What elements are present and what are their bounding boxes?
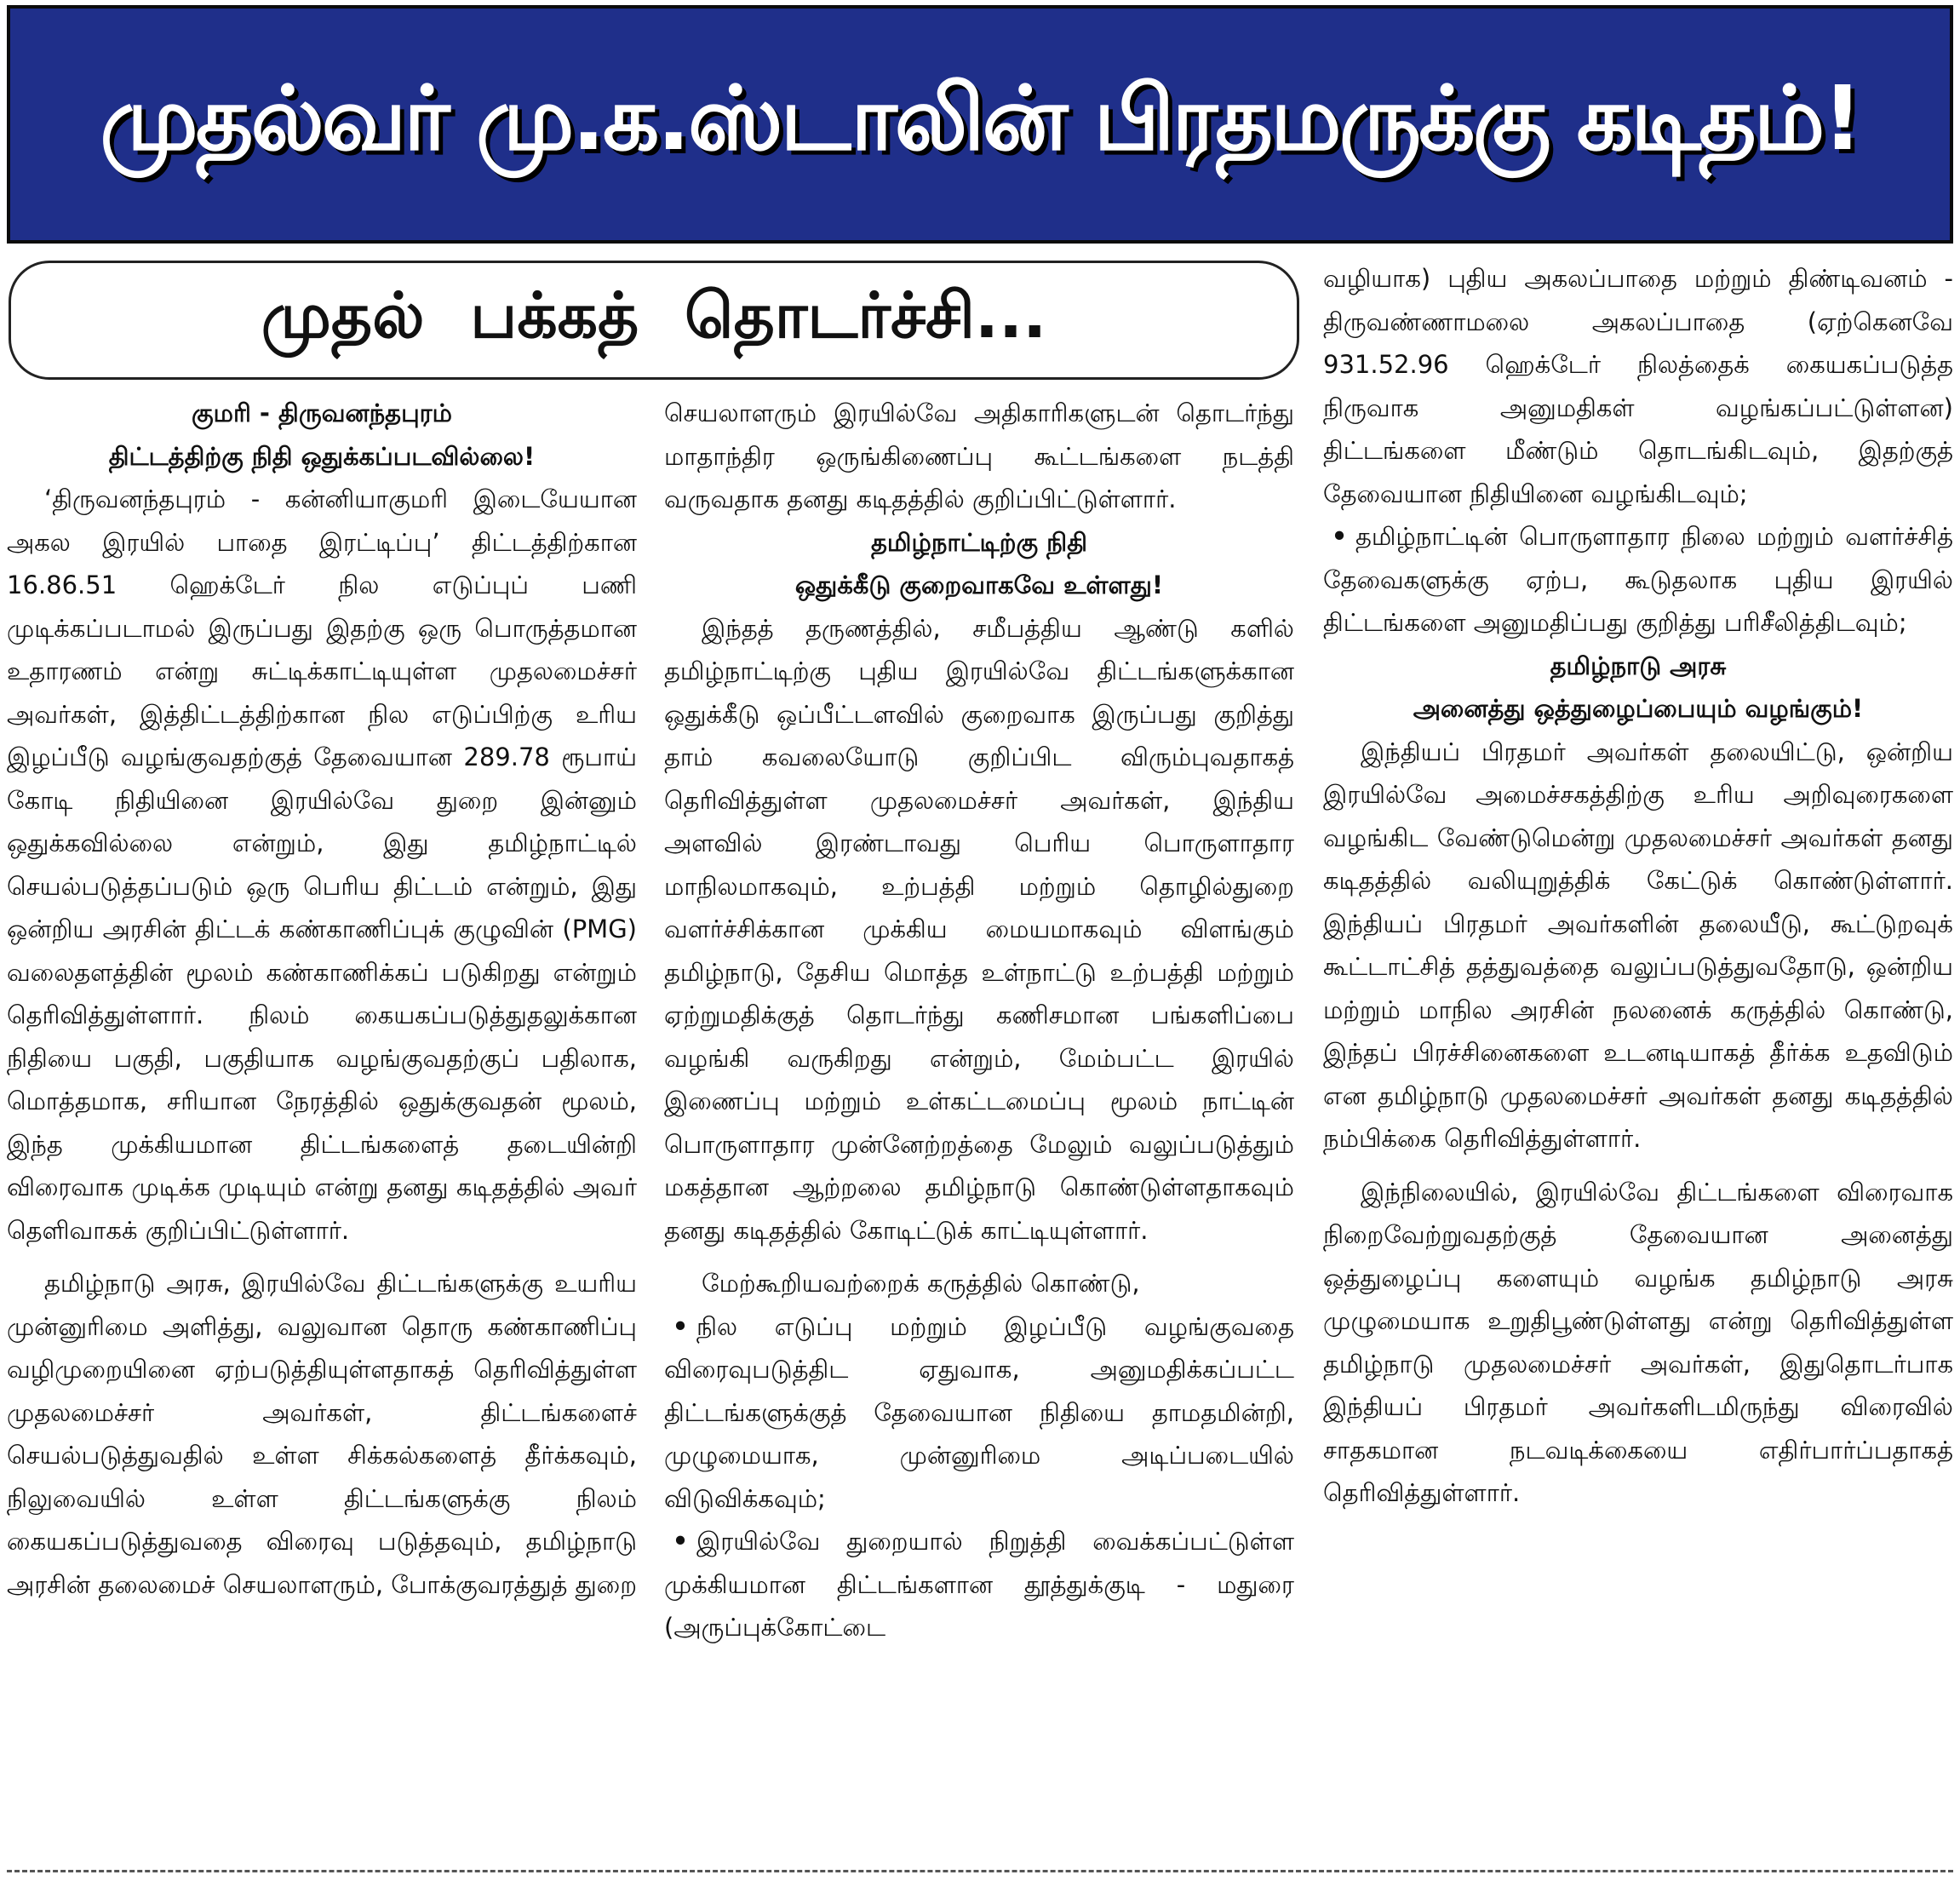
headline-banner (7, 5, 1953, 244)
article-column-1 (7, 392, 637, 1858)
continuation-label: முதல் பக்கத் தொடர்ச்சி... (261, 279, 1047, 353)
paragraph: வழியாக) புதிய அகலப்பாதை மற்றும் திண்டிவனம் - திருவண்ணாமலை அகலப்பாதை (ஏற்கெனவே 931.52.96 ஹெக்டேர் நிலத்தைக் கையகப்படுத்த நிருவாக அனுமதிகள் வழங்கப்பட்டுள்ளன) திட்டங்களை மீண்டும் தொடங்கிடவும், இதற்குத் தேவையான நிதியினை வழங்கிடவும்; (1323, 264, 1953, 508)
continuation-box (9, 261, 1299, 380)
bullet-item: • இரயில்வே துறையால் நிறுத்தி வைக்கப்பட்டுள்ள முக்கியமான திட்டங்களான தூத்துக்குடி - மதுரை (அருப்புக்கோட்டை (664, 1520, 1294, 1649)
subheading-line: ஒதுக்கீடு குறைவாகவே உள்ளது! (794, 570, 1164, 599)
bullet-icon: • (672, 1527, 689, 1556)
paragraph: செயலாளரும் இரயில்வே அதிகாரிகளுடன் தொடர்ந்து மாதாந்திர ஒருங்கிணைப்பு கூட்டங்களை நடத்தி வருவதாக தனது கடிதத்தில் குறிப்பிட்டுள்ளார். (664, 398, 1294, 513)
bottom-divider (7, 1870, 1953, 1872)
bullet-item: • தமிழ்நாட்டின் பொருளாதார நிலை மற்றும் வளர்ச்சித் தேவைகளுக்கு ஏற்ப, கூடுதலாக புதிய இரயில் திட்டங்களை அனுமதிப்பது குறித்து பரிசீலித்திடவும்; (1323, 515, 1953, 645)
paragraph: ‘திருவனந்தபுரம் - கன்னியாகுமரி இடையேயான அகல இரயில் பாதை இரட்டிப்பு’ திட்டத்திற்கான 16.86.51 ஹெக்டேர் நில எடுப்புப் பணி முடிக்கப்படாமல் இருப்பது இதற்கு ஒரு பொருத்தமான உதாரணம் என்று சுட்டிக்காட்டியுள்ள முதலமைச்சர் அவர்கள், இத்திட்டத்திற்கான நில எடுப்பிற்கு உரிய இழப்பீடு வழங்குவதற்குத் தேவையான 289.78 ரூபாய் கோடி நிதியினை இரயில்வே துறை இன்னும் ஒதுக்கவில்லை என்றும், இது தமிழ்நாட்டில் செயல்படுத்தப்படும் ஒரு பெரிய திட்டம் என்றும், இது ஒன்றிய அரசின் திட்டக் கண்காணிப்புக் குழுவின் (PMG) வலைதளத்தின் மூலம் கண்காணிக்கப் படுகிறது என்றும் தெரிவித்துள்ளார். நிலம் கையகப்படுத்துதலுக்கான நிதியை பகுதி, பகுதியாக வழங்குவதற்குப் பதிலாக, மொத்தமாக, சரியான நேரத்தில் ஒதுக்குவதன் மூலம், இந்த முக்கியமான திட்டங்களைத் தடையின்றி விரைவாக முடிக்க முடியும் என்று தனது கடிதத்தில் அவர் தெளிவாகக் குறிப்பிட்டுள்ளார். (7, 484, 637, 1245)
headline: முதல்வர் மு.க.ஸ்டாலின் பிரதமருக்கு கடிதம்! (100, 66, 1860, 170)
paragraph: மேற்கூறியவற்றைக் கருத்தில் கொண்டு, (702, 1269, 1140, 1298)
subheading-line: அனைத்து ஒத்துழைப்பையும் வழங்கும்! (1413, 694, 1864, 723)
paragraph: தமிழ்நாடு அரசு, இரயில்வே திட்டங்களுக்கு உயரிய முன்னுரிமை அளித்து, வலுவான தொரு கண்காணிப்பு வழிமுறையினை ஏற்படுத்தியுள்ளதாகத் தெரிவித்துள்ள முதலமைச்சர் அவர்கள், திட்டங்களைச் செயல்படுத்துவதில் உள்ள சிக்கல்களைத் தீர்க்கவும், நிலுவையில் உள்ள திட்டங்களுக்கு நிலம் கையகப்படுத்துவதை விரைவு படுத்தவும், தமிழ்நாடு அரசின் தலைமைச் செயலாளரும், போக்குவரத்துத் துறை (7, 1269, 637, 1599)
article-column-3 (1323, 257, 1953, 1858)
subheading-line: திட்டத்திற்கு நிதி ஒதுக்கப்படவில்லை! (108, 441, 536, 471)
article-column-2 (664, 392, 1294, 1858)
paragraph: இந்தியப் பிரதமர் அவர்கள் தலையிட்டு, ஒன்றிய இரயில்வே அமைச்சகத்திற்கு உரிய அறிவுரைகளை வழங்கிட வேண்டுமென்று முதலமைச்சர் அவர்கள் தனது கடிதத்தில் வலியுறுத்திக் கேட்டுக் கொண்டுள்ளார். இந்தியப் பிரதமர் அவர்களின் தலையீடு, கூட்டுறவுக் கூட்டாட்சித் தத்துவத்தை வலுப்படுத்துவதோடு, ஒன்றிய மற்றும் மாநில அரசின் நலனைக் கருத்தில் கொண்டு, இந்தப் பிரச்சினைகளை உடனடியாகத் தீர்க்க உதவிடும் என தமிழ்நாடு முதலமைச்சர் அவர்கள் தனது கடிதத்தில் நம்பிக்கை தெரிவித்துள்ளார். (1323, 737, 1953, 1153)
paragraph: இந்தத் தருணத்தில், சமீபத்திய ஆண்டு களில் தமிழ்நாட்டிற்கு புதிய இரயில்வே திட்டங்களுக்கான ஒதுக்கீடு ஒப்பீட்டளவில் குறைவாக இருப்பது குறித்து தாம் கவலையோடு குறிப்பிட விரும்புவதாகத் தெரிவித்துள்ள முதலமைச்சர் அவர்கள், இந்திய அளவில் இரண்டாவது பெரிய பொருளாதார மாநிலமாகவும், உற்பத்தி மற்றும் தொழில்துறை வளர்ச்சிக்கான முக்கிய மையமாகவும் விளங்கும் தமிழ்நாடு, தேசிய மொத்த உள்நாட்டு உற்பத்தி மற்றும் ஏற்றுமதிக்குத் தொடர்ந்து கணிசமான பங்களிப்பை வழங்கி வருகிறது என்றும், மேம்பட்ட இரயில் இணைப்பு மற்றும் உள்கட்டமைப்பு மூலம் நாட்டின் பொருளாதார முன்னேற்றத்தை மேலும் வலுப்படுத்தும் மகத்தான ஆற்றலை தமிழ்நாடு கொண்டுள்ளதாகவும் தனது கடிதத்தில் கோடிட்டுக் காட்டியுள்ளார். (664, 613, 1294, 1245)
subheading-line: தமிழ்நாட்டிற்கு நிதி (871, 527, 1087, 557)
subheading-line: தமிழ்நாடு அரசு (1550, 651, 1727, 680)
bullet-icon: • (672, 1311, 689, 1341)
bullet-item: • நில எடுப்பு மற்றும் இழப்பீடு வழங்குவதை விரைவுபடுத்திட ஏதுவாக, அனுமதிக்கப்பட்ட திட்டங்களுக்குத் தேவையான நிதியை தாமதமின்றி, முழுமையாக, முன்னுரிமை அடிப்படையில் விடுவிக்கவும்; (664, 1305, 1294, 1521)
bullet-icon: • (1331, 522, 1348, 551)
paragraph: இந்நிலையில், இரயில்வே திட்டங்களை விரைவாக நிறைவேற்றுவதற்குத் தேவையான அனைத்து ஒத்துழைப்பு களையும் வழங்க தமிழ்நாடு அரசு முழுமையாக உறுதிபூண்டுள்ளது என்று தெரிவித்துள்ள தமிழ்நாடு முதலமைச்சர் அவர்கள், இதுதொடர்பாக இந்தியப் பிரதமர் அவர்களிடமிருந்து விரைவில் சாதகமான நடவடிக்கையை எதிர்பார்ப்பதாகத் தெரிவித்துள்ளார். (1323, 1177, 1953, 1507)
subheading-line: குமரி - திருவனந்தபுரம் (192, 398, 452, 427)
